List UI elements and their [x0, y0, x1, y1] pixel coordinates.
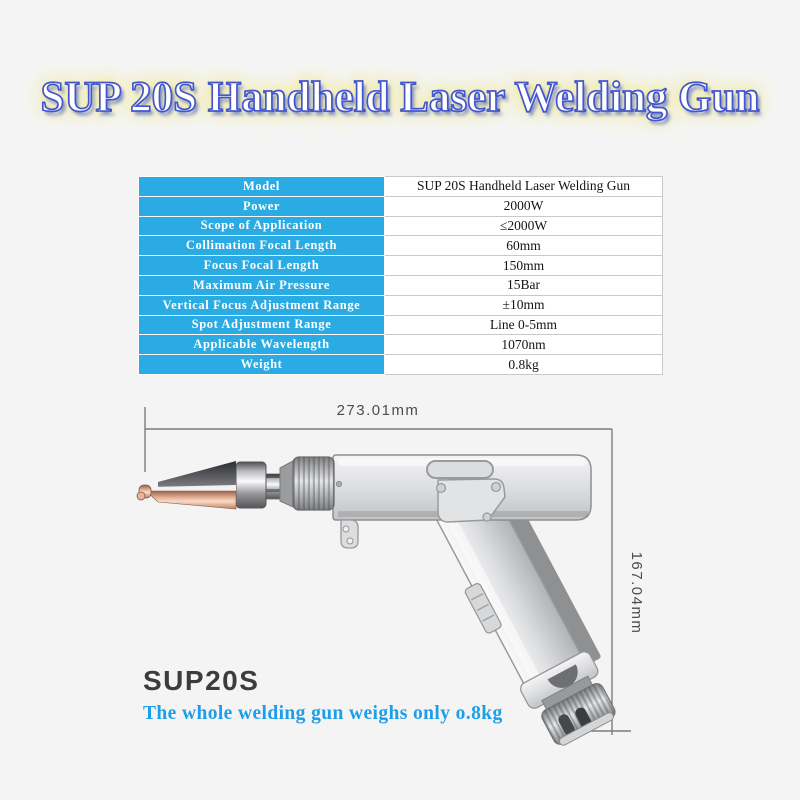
table-row: [139, 335, 663, 355]
spec-label: Maximum Air Pressure: [139, 275, 385, 295]
spec-value: 60mm: [385, 236, 663, 256]
copper-nozzle-cone: [146, 491, 236, 509]
bracket-hole: [347, 538, 353, 544]
spec-value: Line 0-5mm: [385, 315, 663, 335]
spec-value: 1070nm: [385, 335, 663, 355]
weight-tagline: The whole welding gun weighs only o.8kg: [143, 703, 503, 724]
nut-adapter-cone: [280, 461, 293, 507]
spec-value: SUP 20S Handheld Laser Welding Gun: [385, 177, 663, 197]
table-row: [139, 315, 663, 335]
table-row: [139, 236, 663, 256]
spec-value: 150mm: [385, 256, 663, 276]
spec-label: Applicable Wavelength: [139, 335, 385, 355]
nut-knurling: [293, 457, 334, 510]
plate-screw: [437, 484, 446, 493]
spec-value: ≤2000W: [385, 216, 663, 236]
spec-label: Focus Focal Length: [139, 256, 385, 276]
spec-label: Power: [139, 196, 385, 216]
table-row: [139, 256, 663, 276]
table-row: [139, 295, 663, 315]
body-screw: [336, 481, 341, 486]
spec-label: Scope of Application: [139, 216, 385, 236]
width-dimension-label: 273.01mm: [336, 402, 420, 419]
spec-label: Weight: [139, 355, 385, 375]
table-row: [139, 216, 663, 236]
nozzle-cylinder: [236, 462, 266, 508]
plate-screw: [483, 513, 491, 521]
spec-value: 0.8kg: [385, 355, 663, 375]
body-slot-detail: [427, 461, 493, 478]
page-title: SUP 20S Handheld Laser Welding Gun: [40, 74, 760, 121]
spec-table-body: [139, 177, 663, 375]
spec-label: Vertical Focus Adjustment Range: [139, 295, 385, 315]
plate-screw: [492, 483, 501, 492]
table-row: [139, 355, 663, 375]
table-row: [139, 275, 663, 295]
table-row: [139, 177, 663, 197]
model-label: SUP20S: [143, 665, 260, 696]
bracket-hole: [343, 526, 349, 532]
height-dimension-label: 167.04mm: [628, 551, 645, 635]
spec-label: Spot Adjustment Range: [139, 315, 385, 335]
spec-value: ±10mm: [385, 295, 663, 315]
copper-tip-knob: [137, 492, 145, 500]
spec-table: [138, 176, 663, 375]
title-banner: [0, 74, 800, 121]
table-row: [139, 196, 663, 216]
spec-label: Model: [139, 177, 385, 197]
spec-value: 15Bar: [385, 275, 663, 295]
spec-value: 2000W: [385, 196, 663, 216]
spec-label: Collimation Focal Length: [139, 236, 385, 256]
